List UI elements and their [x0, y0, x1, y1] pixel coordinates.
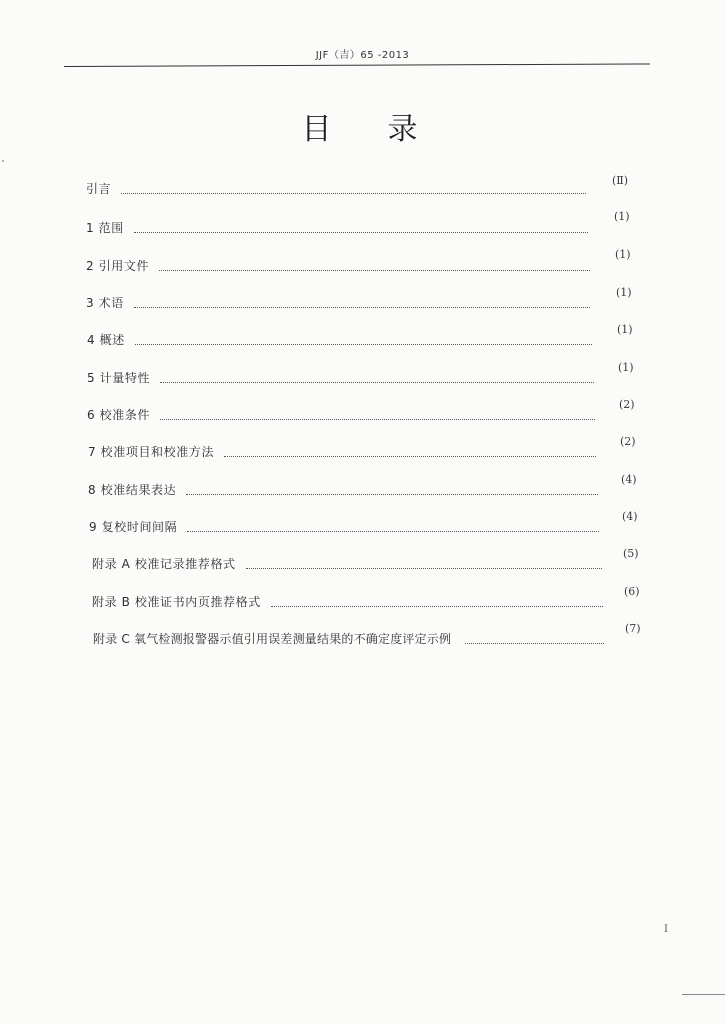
toc-entry-label: 7 校准项目和校准方法 — [88, 445, 215, 459]
toc-entry-label: 附录 C 氧气检测报警器示值引用误差测量结果的不确定度评定示例 — [93, 632, 452, 646]
toc-entry-page: (2) — [620, 435, 636, 448]
toc-entry-label: 5 计量特性 — [87, 371, 151, 385]
toc-entry-label: 1 范围 — [86, 221, 124, 235]
toc-leader — [121, 193, 586, 194]
toc-entry-label: 6 校准条件 — [87, 408, 151, 422]
toc-entry — [86, 219, 596, 236]
toc-leader — [465, 643, 604, 644]
toc-entry — [88, 443, 604, 460]
document-code-header: JJF（吉）65 -2013 — [315, 50, 410, 61]
toc-entry — [88, 481, 606, 498]
toc-entry — [87, 331, 600, 348]
page-folio: I — [664, 924, 668, 935]
toc-entry-page: (4) — [621, 473, 637, 486]
toc-entry-page: (1) — [617, 323, 633, 336]
toc-entry-label: 附录 B 校准证书内页推荐格式 — [92, 595, 261, 609]
toc-leader — [160, 419, 595, 420]
toc-entry-label: 4 概述 — [87, 333, 125, 347]
toc-entry-label: 8 校准结果表达 — [88, 483, 177, 497]
toc-leader — [246, 568, 602, 569]
scan-edge-rule — [682, 994, 725, 995]
toc-entry — [86, 294, 598, 311]
toc-entry-page: (Ⅱ) — [612, 174, 629, 187]
toc-entry — [86, 180, 594, 197]
toc-leader — [187, 531, 599, 532]
toc-leader — [186, 494, 598, 495]
toc-leader — [134, 232, 588, 233]
toc-entry-label: 9 复校时间间隔 — [89, 520, 178, 534]
toc-entry — [93, 630, 612, 647]
toc-entry-label: 附录 A 校准记录推荐格式 — [92, 557, 236, 571]
toc-entry-page: (2) — [619, 398, 635, 411]
toc-leader — [224, 456, 596, 457]
page-title: 目录 — [301, 112, 474, 147]
toc-leader — [271, 606, 603, 607]
toc-entry — [89, 518, 607, 535]
toc-entry — [87, 406, 603, 423]
toc-entry-label: 引言 — [86, 182, 112, 196]
toc-leader — [160, 382, 594, 383]
toc-leader — [159, 270, 590, 271]
toc-entry-page: (1) — [614, 210, 630, 223]
toc-entry-label: 3 术语 — [86, 296, 124, 310]
toc-entry-page: (1) — [616, 286, 632, 299]
toc-entry-page: (7) — [625, 622, 641, 635]
toc-entry — [92, 593, 611, 610]
toc-entry-page: (1) — [618, 361, 634, 374]
toc-entry — [87, 369, 602, 386]
toc-entry-label: 2 引用文件 — [86, 259, 150, 273]
toc-entry — [86, 257, 598, 274]
toc-entry-page: (1) — [615, 248, 631, 261]
toc-leader — [135, 344, 592, 345]
scan-speck — [2, 160, 4, 162]
toc-entry — [92, 555, 610, 572]
toc-entry-page: (5) — [623, 547, 639, 560]
toc-entry-page: (4) — [622, 510, 638, 523]
toc-leader — [134, 307, 590, 308]
toc-entry-page: (6) — [624, 585, 640, 598]
